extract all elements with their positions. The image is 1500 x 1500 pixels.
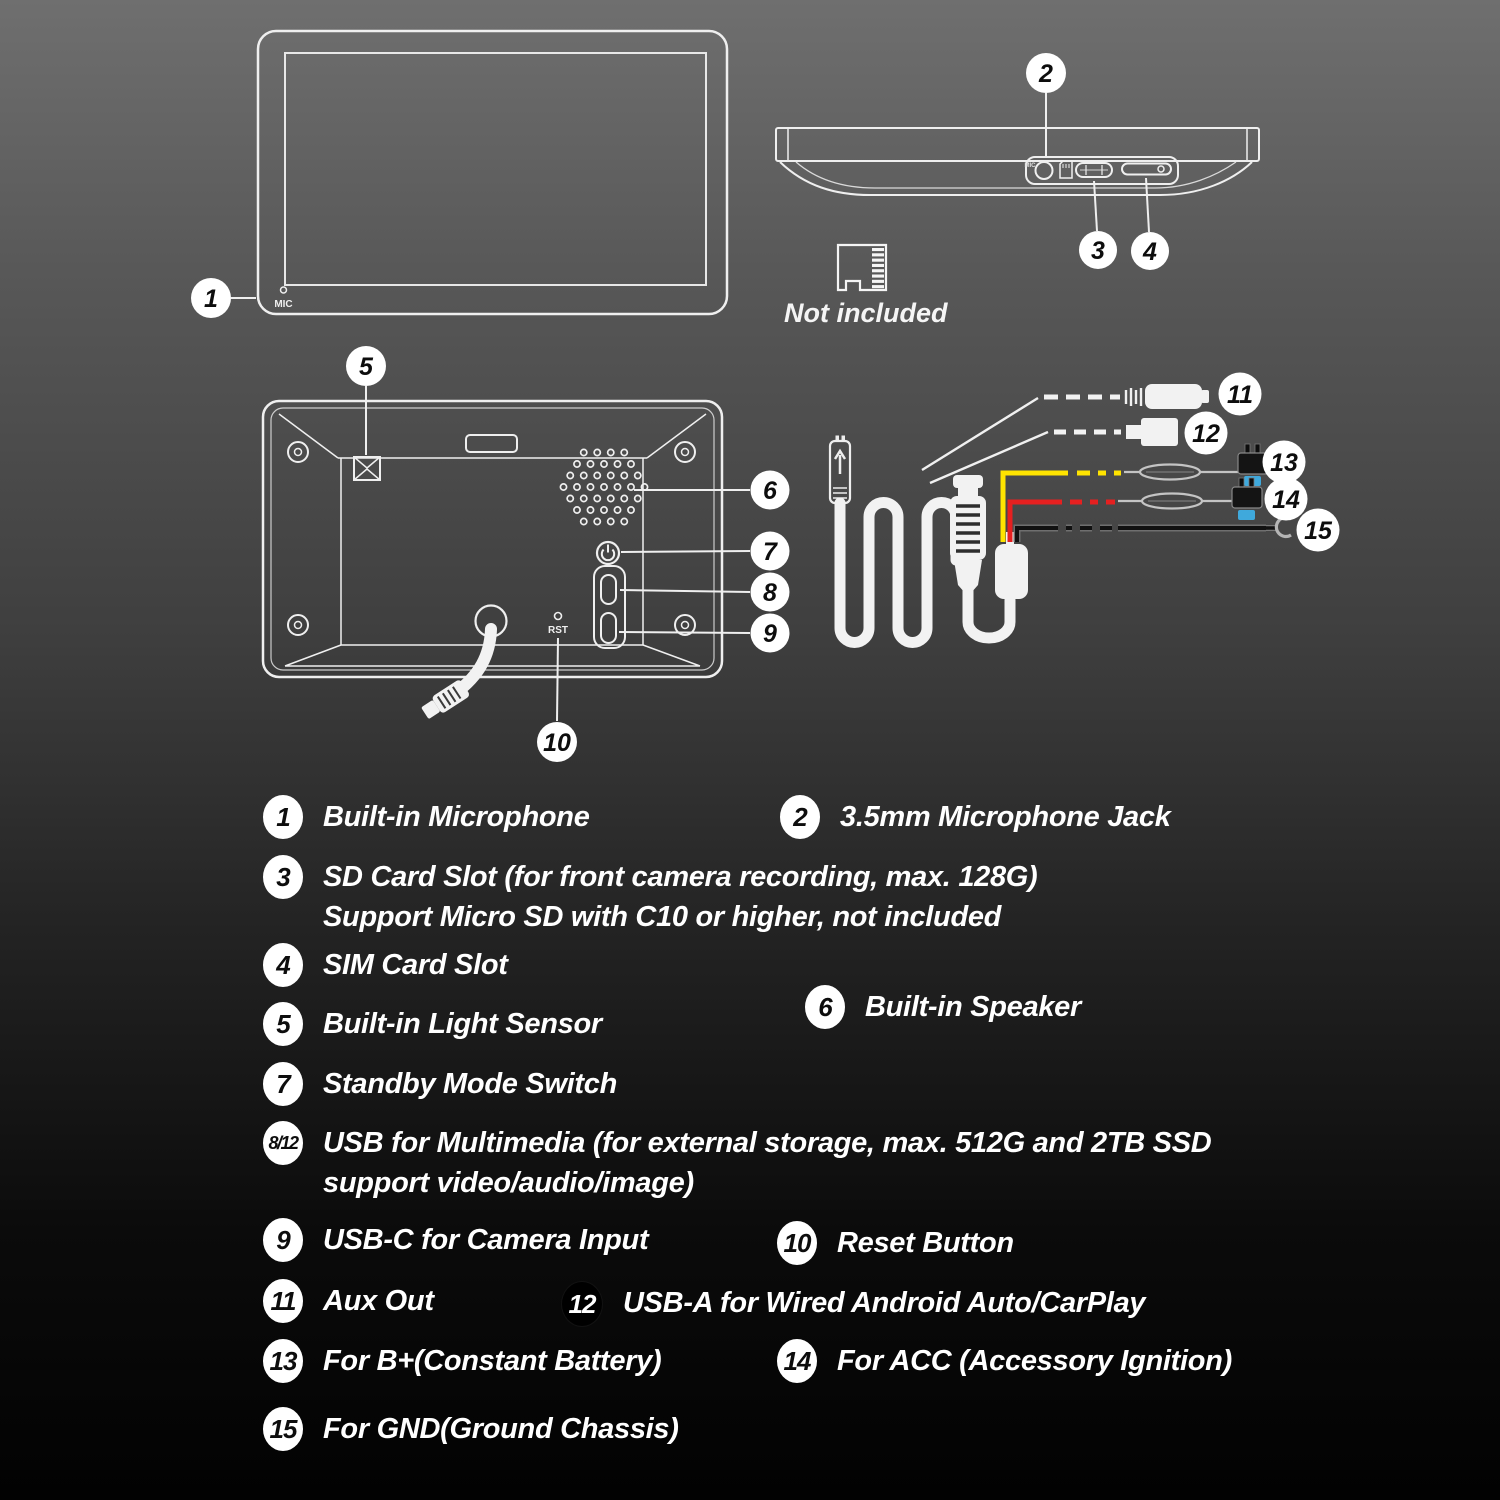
callout-14 bbox=[1265, 478, 1308, 521]
legend-item-14 bbox=[777, 1339, 1232, 1383]
legend-badge-3: 3 bbox=[263, 855, 303, 899]
aux-plug-icon bbox=[1126, 384, 1209, 409]
legend-item-5 bbox=[263, 1002, 602, 1046]
legend-item-9 bbox=[263, 1218, 648, 1262]
legend-item-7 bbox=[263, 1062, 617, 1106]
acc-wire bbox=[1010, 502, 1115, 542]
legend-badge-15: 15 bbox=[263, 1407, 303, 1451]
svg-text:9: 9 bbox=[763, 620, 777, 648]
svg-text:1: 1 bbox=[204, 285, 218, 313]
svg-text:7: 7 bbox=[763, 538, 777, 566]
usb-multimedia-port bbox=[601, 575, 616, 604]
legend-item-13 bbox=[263, 1339, 661, 1383]
legend-text-2: 3.5mm Microphone Jack bbox=[840, 801, 1171, 833]
legend-text-1: Built-in Microphone bbox=[323, 801, 590, 833]
legend-badge-14: 14 bbox=[777, 1339, 817, 1383]
front-mic-label: MIC bbox=[274, 299, 293, 310]
legend-text-11: Aux Out bbox=[323, 1285, 434, 1317]
legend-text-12: USB-A for Wired Android Auto/CarPlay bbox=[623, 1287, 1146, 1319]
callout-3 bbox=[1079, 231, 1117, 269]
reset-hole-icon bbox=[555, 613, 562, 620]
sd-slot-icon bbox=[1076, 163, 1112, 177]
callout-1 bbox=[191, 278, 231, 318]
b-plus-wire bbox=[1003, 473, 1121, 542]
legend-item-11 bbox=[263, 1279, 434, 1323]
top-view-diagram bbox=[776, 93, 1259, 232]
legend-badge-4: 4 bbox=[263, 943, 303, 987]
power-icon bbox=[602, 545, 614, 561]
legend-text-3: SD Card Slot (for front camera recording, max. 128G) Support Micro SD with C10 or higher, not included bbox=[323, 861, 1038, 933]
legend-badge-5: 5 bbox=[263, 1002, 303, 1046]
callout-9 bbox=[751, 614, 790, 653]
light-sensor-icon bbox=[354, 457, 380, 480]
front-mic-hole-icon bbox=[281, 287, 287, 293]
legend-item-4 bbox=[263, 943, 508, 987]
svg-text:8: 8 bbox=[763, 579, 777, 607]
legend-item-8-12 bbox=[263, 1121, 1211, 1203]
svg-text:2: 2 bbox=[1039, 60, 1053, 88]
legend-badge-8-12: 8/12 bbox=[263, 1121, 303, 1165]
legend-badge-7: 7 bbox=[263, 1062, 303, 1106]
legend-text-10: Reset Button bbox=[837, 1227, 1014, 1259]
legend-badge-10: 10 bbox=[777, 1221, 817, 1265]
not-included-note: Not included bbox=[784, 298, 948, 328]
back-view-diagram bbox=[263, 386, 750, 721]
svg-text:14: 14 bbox=[1272, 486, 1300, 514]
legend-badge-2: 2 bbox=[780, 795, 820, 839]
callout-7 bbox=[751, 532, 790, 571]
reset-label: RST bbox=[548, 625, 568, 636]
legend-badge-1: 1 bbox=[263, 795, 303, 839]
legend-text-5: Built-in Light Sensor bbox=[323, 1008, 602, 1040]
callout-15 bbox=[1297, 509, 1340, 552]
port-mic-label: MIC bbox=[1024, 163, 1036, 169]
callout-11 bbox=[1219, 373, 1262, 416]
usb-port-panel bbox=[594, 566, 625, 648]
mic-jack-port-icon bbox=[1036, 162, 1053, 179]
legend-badge-6: 6 bbox=[805, 985, 845, 1029]
svg-text:12: 12 bbox=[1192, 420, 1220, 448]
legend-item-2 bbox=[780, 795, 1171, 839]
svg-text:3: 3 bbox=[1091, 237, 1105, 265]
usb-c-camera-port bbox=[601, 613, 616, 643]
legend-badge-11: 11 bbox=[263, 1279, 303, 1323]
svg-text:15: 15 bbox=[1304, 517, 1332, 545]
filter-box bbox=[995, 532, 1028, 599]
legend-item-1 bbox=[263, 795, 590, 839]
legend-badge-13: 13 bbox=[263, 1339, 303, 1383]
sim-slot-icon bbox=[1122, 164, 1171, 175]
obd-plug-icon bbox=[830, 436, 850, 504]
legend-text-8-12: USB for Multimedia (for external storage, max. 512G and 2TB SSD support video/audio/image) bbox=[323, 1127, 1212, 1199]
callout-8 bbox=[751, 573, 790, 612]
usb-a-plug-icon bbox=[1126, 418, 1178, 446]
standby-button bbox=[597, 542, 619, 564]
legend-text-7: Standby Mode Switch bbox=[323, 1068, 617, 1100]
front-view-diagram bbox=[231, 31, 727, 314]
legend-text-4: SIM Card Slot bbox=[323, 949, 508, 981]
legend-item-6 bbox=[805, 985, 1081, 1029]
callout-6 bbox=[751, 471, 790, 510]
callout-13 bbox=[1263, 441, 1306, 484]
svg-text:13: 13 bbox=[1270, 449, 1298, 477]
svg-text:5: 5 bbox=[359, 353, 373, 381]
sd-card-icon bbox=[838, 245, 886, 290]
callout-12 bbox=[1185, 412, 1228, 455]
svg-text:4: 4 bbox=[1143, 238, 1157, 266]
legend-text-15: For GND(Ground Chassis) bbox=[323, 1413, 679, 1445]
gnd-wire bbox=[1017, 528, 1266, 542]
speaker-grille-icon bbox=[560, 449, 647, 524]
legend-item-12 bbox=[561, 1281, 1145, 1327]
legend-text-6: Built-in Speaker bbox=[865, 991, 1081, 1023]
legend-text-14: For ACC (Accessory Ignition) bbox=[837, 1345, 1232, 1377]
svg-text:11: 11 bbox=[1227, 381, 1253, 409]
cable-connector bbox=[419, 679, 470, 722]
power-cable bbox=[419, 629, 491, 722]
callout-5 bbox=[346, 346, 386, 386]
callout-2 bbox=[1026, 53, 1066, 93]
legend-item-3 bbox=[263, 855, 1037, 937]
callout-10 bbox=[537, 722, 577, 762]
legend-badge-12: 12 bbox=[561, 1281, 603, 1327]
svg-text:6: 6 bbox=[763, 477, 777, 505]
mount-slot bbox=[466, 435, 517, 452]
legend-item-10 bbox=[777, 1221, 1014, 1265]
coiled-cable bbox=[840, 502, 956, 642]
legend-badge-9: 9 bbox=[263, 1218, 303, 1262]
legend-text-9: USB-C for Camera Input bbox=[323, 1224, 649, 1256]
sd-mini-icon bbox=[1060, 161, 1072, 178]
callout-4 bbox=[1131, 232, 1169, 270]
main-barrel-connector bbox=[950, 475, 986, 593]
fuse-holders bbox=[1118, 465, 1239, 509]
legend-text-13: For B+(Constant Battery) bbox=[323, 1345, 662, 1377]
svg-text:10: 10 bbox=[543, 729, 571, 757]
legend-item-15 bbox=[263, 1407, 679, 1451]
